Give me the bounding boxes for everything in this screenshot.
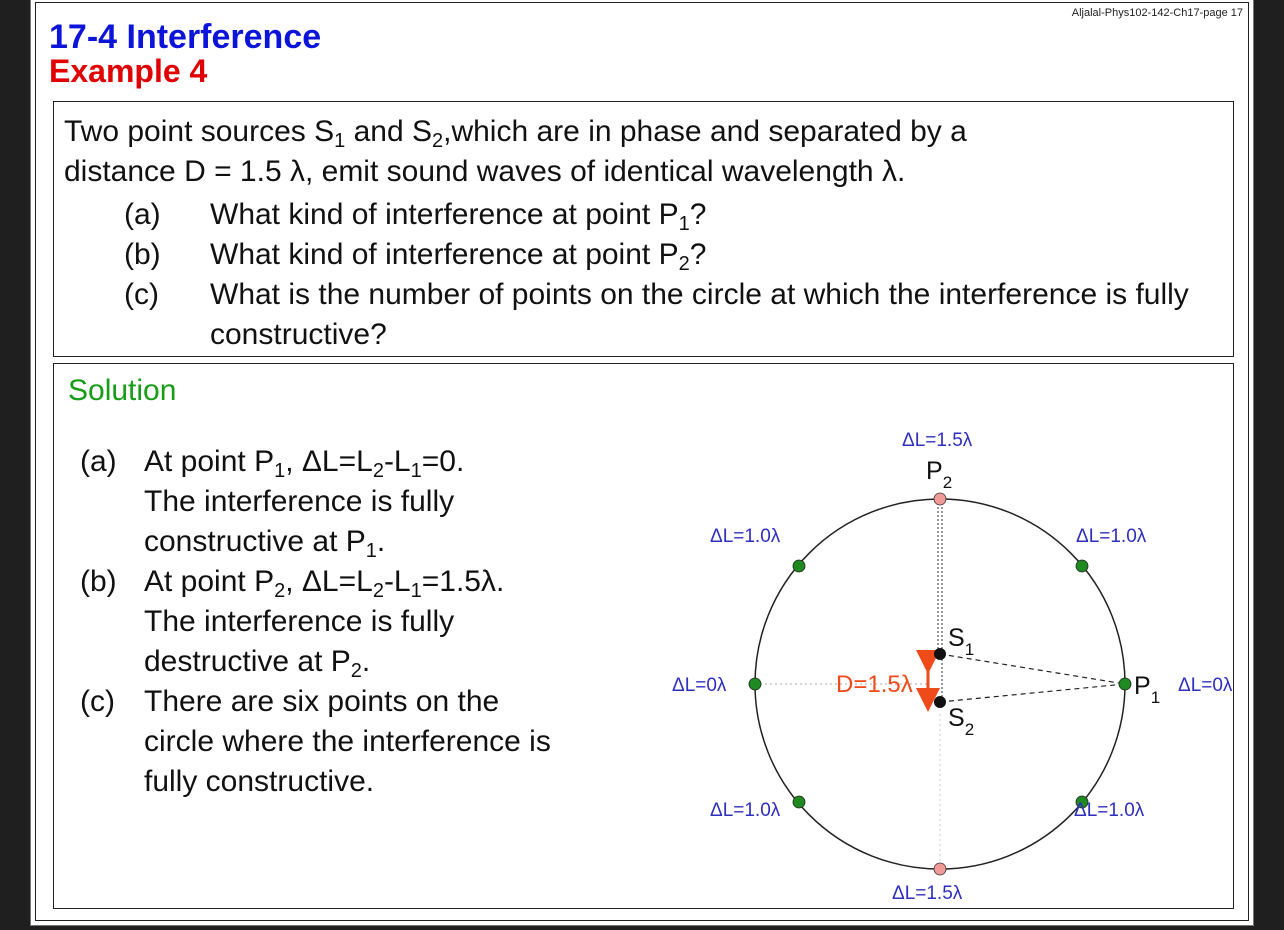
lower-left-constructive-dot	[793, 796, 805, 808]
point-p2-label: $P_2$	[926, 457, 953, 492]
source-s1-label: $S_1$	[948, 624, 975, 659]
delta-label-right: ΔL=0λ	[1178, 675, 1233, 696]
left-constructive-dot	[749, 678, 761, 690]
delta-label-left: ΔL=0λ	[672, 675, 727, 696]
delta-label-lower-left: ΔL=1.0λ	[710, 800, 781, 821]
question-line-2: distance D = 1.5 λ, emit sound waves of identical wavelength λ.	[64, 155, 906, 188]
source-s2-dot	[934, 696, 946, 708]
path-s2-to-p1	[940, 684, 1125, 702]
point-p2-dot	[934, 493, 946, 505]
upper-right-constructive-dot	[1076, 560, 1088, 572]
page-reference: Aljalal-Phys102-142-Ch17-page 17	[1071, 7, 1243, 19]
delta-label-top: ΔL=1.5λ	[902, 430, 973, 451]
delta-label-upper-right: ΔL=1.0λ	[1076, 526, 1147, 547]
separation-label: D=1.5λ	[836, 671, 913, 698]
delta-label-lower-right: ΔL=1.0λ	[1074, 800, 1145, 821]
bottom-destructive-dot	[934, 863, 946, 875]
upper-left-constructive-dot	[793, 560, 805, 572]
question-intro: Two point sources $S_1$ and $S_2,which$ are in phase and separated by a distance D = 1.5 λ, emit sound waves of identical wavelength λ.	[64, 112, 1225, 192]
point-p1-dot	[1119, 678, 1131, 690]
slide-page	[30, 0, 1254, 926]
section-title: 17-4 Interference	[49, 18, 322, 56]
question-box: Two point sources $S_1$ and $S_2,which$ are in phase and separated by a distance D = 1.5 λ, emit sound waves of identical wavelength λ. (a) What kind of interference at point $P_1$? (b) What kind of interference at point $P_2$? (c) What is the number of points on the circle at which the interference is fully constructive?	[53, 101, 1234, 357]
delta-label-upper-left: ΔL=1.0λ	[710, 526, 781, 547]
point-p1-label: $P_1$	[1134, 672, 1161, 707]
solution-box: Solution (a) At point $P_1$, $\Delta L=L_2-L_1=0$. The interference is fully constructive at $P_1$. (b) At point $P_2$, $\Delta L=L_2-L_1=1.5\lambda$. The interference is fully destructive at $P_2$. (c) There are six points on the circle where the interference is fully constructive. D=1.5λ $S_1$ $S_2$ $P_2$ $P_1$ ΔL=1.5λ ΔL=1.5λ ΔL=1.0λ ΔL=1.0λ ΔL=1.0λ ΔL=1.0λ ΔL=0λ ΔL=0λ	[53, 363, 1234, 909]
solution-title: Solution	[68, 374, 177, 407]
source-s1-dot	[934, 648, 946, 660]
example-title: Example 4	[49, 53, 208, 89]
delta-label-bottom: ΔL=1.5λ	[892, 883, 963, 904]
source-s2-label: $S_2$	[948, 704, 975, 739]
interference-diagram	[614, 414, 1234, 906]
